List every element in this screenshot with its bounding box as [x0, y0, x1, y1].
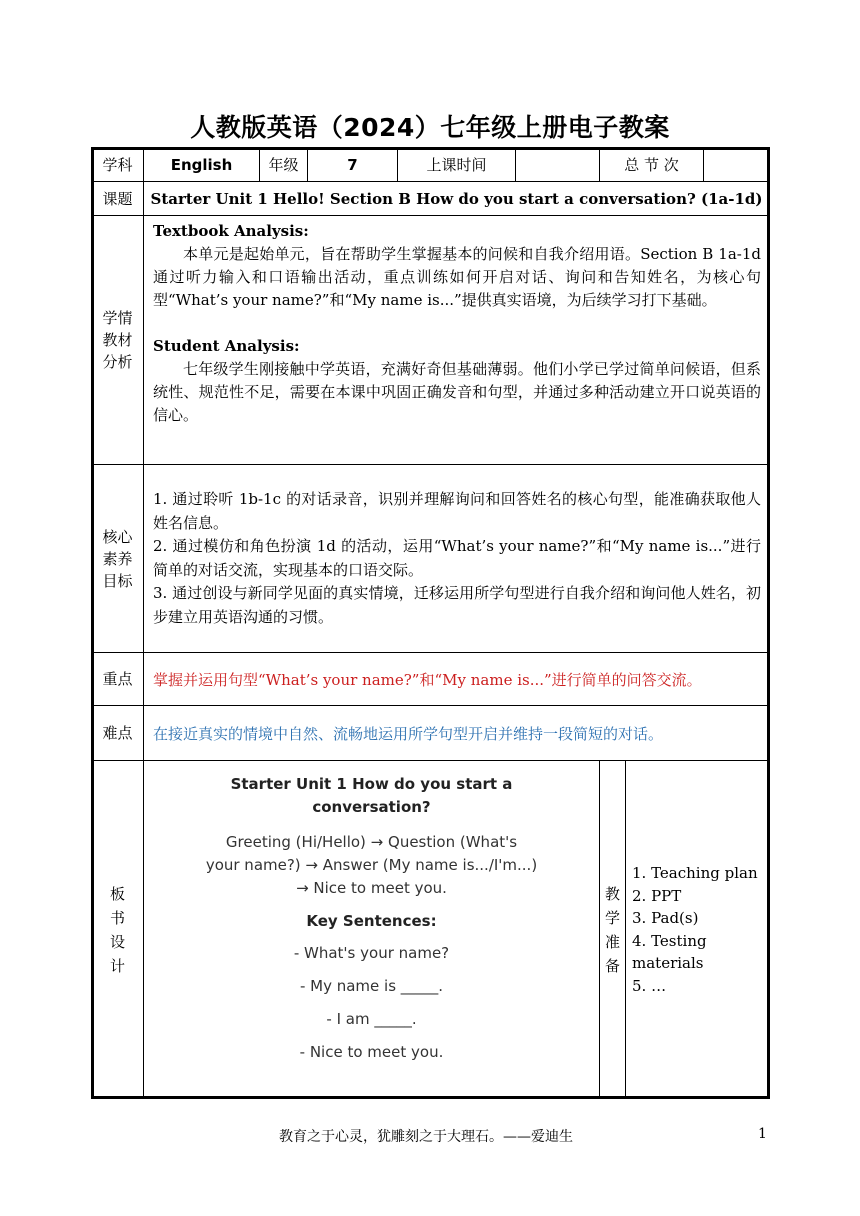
- prep-item: 5. …: [632, 976, 667, 995]
- difficulty-label: 难点: [92, 706, 144, 761]
- key-sentence: - My name is _____.: [299, 977, 444, 995]
- lesson-plan-table: [91, 147, 770, 1099]
- grade-label: 年级: [260, 148, 308, 182]
- class-time-value: [516, 148, 600, 182]
- key-point-text: 掌握并运用句型“What’s your name?”和“My name is...”进行简单的问答交流。: [144, 653, 770, 706]
- board-label-line: 设: [109, 932, 125, 951]
- goals-row: [92, 465, 770, 653]
- difficulty-text: 在接近真实的情境中自然、流畅地运用所学句型开启并维持一段简短的对话。: [144, 706, 770, 761]
- subject-label: 学科: [92, 148, 144, 182]
- key-sentence: - What's your name?: [293, 944, 450, 962]
- grade-value: 7: [308, 148, 398, 182]
- difficulty-row: [92, 706, 770, 761]
- board-label-line: 计: [109, 956, 125, 975]
- board-label-line: 板: [109, 884, 125, 903]
- student-analysis-heading: Student Analysis:: [153, 337, 300, 355]
- goals-label: [92, 465, 144, 653]
- student-analysis-text: 七年级学生刚接触中学英语，充满好奇但基础薄弱。他们小学已学过简单问候语，但系统性、规范性不足，需要在本课中巩固正确发音和句型，并通过多种活动建立开口说英语的信心。: [153, 360, 762, 424]
- topic-label: 课题: [92, 182, 144, 216]
- header-row: [92, 148, 770, 182]
- total-periods-value: [704, 148, 770, 182]
- prep-label-line: 学: [604, 908, 620, 927]
- board-label: [92, 761, 144, 1099]
- topic-value: Starter Unit 1 Hello! Section B How do you start a conversation? (1a-1d): [144, 182, 770, 216]
- document-title: 人教版英语（2024）七年级上册电子教案: [190, 113, 670, 142]
- goal-item: 2. 通过模仿和角色扮演 1d 的活动，运用“What’s your name?”和“My name is...”进行简单的对话交流，实现基本的口语交际。: [153, 537, 762, 579]
- key-point-label: 重点: [92, 653, 144, 706]
- board-label-line: 书: [109, 908, 125, 927]
- prep-item: 4. Testing materials: [632, 931, 707, 972]
- board-title-line: conversation?: [312, 798, 431, 816]
- textbook-analysis-heading: Textbook Analysis:: [153, 222, 309, 240]
- goal-item: 1. 通过聆听 1b-1c 的对话录音，识别并理解询问和回答姓名的核心句型，能准确获取他人姓名信息。: [153, 490, 762, 532]
- prep-label-line: 准: [604, 932, 620, 951]
- goal-item: 3. 通过创设与新同学见面的真实情境，迁移运用所学句型进行自我介绍和询问他人姓名，初步建立用英语沟通的习惯。: [153, 584, 762, 626]
- board-design-content: [144, 761, 600, 1099]
- total-periods-label: 总 节 次: [600, 148, 704, 182]
- analysis-label-line: 学情: [102, 309, 133, 327]
- analysis-content: [144, 216, 770, 465]
- goals-label-line: 核心: [102, 527, 133, 546]
- prep-label-line: 教: [604, 884, 620, 903]
- prep-item: 2. PPT: [632, 886, 682, 905]
- analysis-label-line: 教材: [102, 331, 133, 349]
- key-sentence: - I am _____.: [326, 1010, 417, 1028]
- board-title-line: Starter Unit 1 How do you start a: [230, 775, 513, 793]
- prep-item: 3. Pad(s): [632, 909, 699, 927]
- prep-content: [626, 761, 770, 1099]
- page-number: 1: [758, 1126, 767, 1142]
- goals-label-line: 目标: [102, 571, 133, 590]
- prep-label-line: 备: [604, 956, 620, 975]
- analysis-label: [92, 216, 144, 465]
- board-flow-line: → Nice to meet you.: [296, 879, 447, 897]
- analysis-row: [92, 216, 770, 465]
- topic-row: [92, 182, 770, 216]
- board-row: [92, 761, 770, 1099]
- footer-quote: 教育之于心灵，犹雕刻之于大理石。——爱迪生: [279, 1129, 573, 1145]
- board-flow-line: your name?) → Answer (My name is.../I'm...): [205, 856, 538, 874]
- prep-label: [600, 761, 626, 1099]
- analysis-label-line: 分析: [102, 353, 133, 371]
- textbook-analysis-text: 本单元是起始单元，旨在帮助学生掌握基本的问候和自我介绍用语。Section B 1a-1d 通过听力输入和口语输出活动，重点训练如何开启对话、询问和告知姓名，为核心句型“What’s your name?”和“My name is...”提供真实语境，为后续学习打下基础。: [153, 245, 762, 309]
- board-flow-line: Greeting (Hi/Hello) → Question (What's: [225, 833, 518, 851]
- subject-value: English: [144, 148, 260, 182]
- prep-item: 1. Teaching plan: [632, 864, 758, 882]
- key-sentence: - Nice to meet you.: [299, 1043, 444, 1061]
- goals-content: [144, 465, 770, 653]
- class-time-label: 上课时间: [398, 148, 516, 182]
- goals-label-line: 素养: [102, 549, 133, 568]
- key-point-row: [92, 653, 770, 706]
- key-sentences-heading: Key Sentences:: [306, 912, 437, 930]
